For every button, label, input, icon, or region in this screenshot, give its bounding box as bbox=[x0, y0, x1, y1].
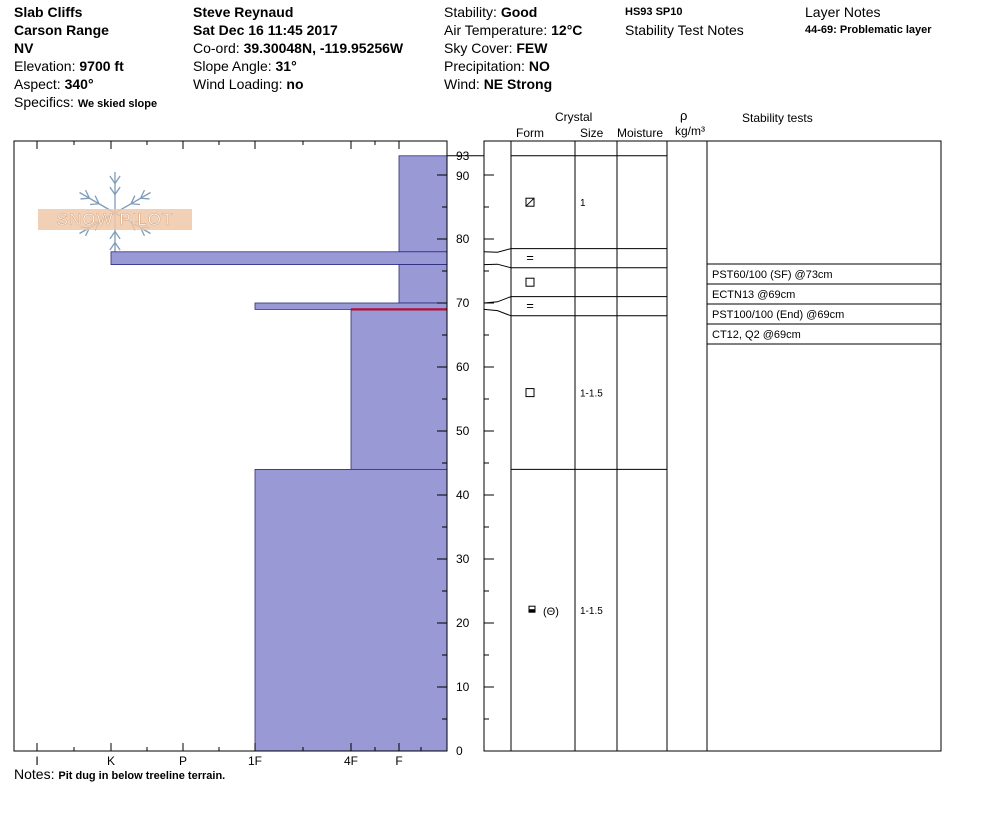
faceted-crystal-icon bbox=[526, 389, 534, 397]
hardness-bar-0 bbox=[399, 156, 447, 252]
layer-size: 1-1.5 bbox=[580, 606, 603, 618]
layer-connector bbox=[484, 264, 511, 268]
snowflake-branch bbox=[110, 176, 115, 183]
site-name: Slab Cliffs bbox=[14, 4, 83, 20]
specifics: Specifics: We skied slope bbox=[14, 94, 158, 110]
observer-name: Steve Reynaud bbox=[193, 4, 294, 20]
stability-test-text: CT12, Q2 @69cm bbox=[712, 329, 801, 341]
layer-size: 1 bbox=[580, 198, 586, 210]
observation-datetime: Sat Dec 16 11:45 2017 bbox=[193, 22, 338, 38]
notes: Notes: Pit dug in below treeline terrain. bbox=[14, 766, 226, 782]
layer-form-equals: = bbox=[526, 250, 534, 266]
stability-test-notes-title: Stability Test Notes bbox=[625, 22, 744, 38]
stability-test-text: ECTN13 @69cm bbox=[712, 289, 796, 301]
snowflake-branch bbox=[110, 231, 115, 238]
snowflake-branch bbox=[80, 198, 89, 199]
hardness-label: P bbox=[178, 754, 188, 768]
form-header: Form bbox=[516, 126, 544, 140]
snowflake-branch bbox=[115, 231, 120, 238]
hardness-layers bbox=[111, 156, 447, 751]
layer-connector bbox=[484, 297, 511, 303]
hardness-label: I bbox=[35, 754, 39, 768]
snowflake-branch bbox=[110, 187, 115, 194]
hs-sp-summary: HS93 SP10 bbox=[625, 6, 683, 18]
hardness-label: 1F bbox=[247, 754, 263, 768]
layer-form-equals: = bbox=[526, 298, 534, 314]
hardness-label: 4F bbox=[343, 754, 359, 768]
depth-hoar-fill bbox=[529, 609, 535, 612]
snowflake-branch bbox=[115, 243, 120, 250]
stability-test-text: PST100/100 (End) @69cm bbox=[712, 309, 845, 321]
slope-angle: Slope Angle: 31° bbox=[193, 58, 297, 74]
crystal-frame bbox=[484, 141, 941, 751]
stability-tests-header: Stability tests bbox=[742, 111, 813, 125]
snowflake-branch bbox=[131, 204, 140, 205]
precipitation: Precipitation: NO bbox=[444, 58, 550, 74]
size-header: Size bbox=[580, 126, 604, 140]
hardness-label: K bbox=[106, 754, 116, 768]
hardness-bar-4 bbox=[351, 309, 447, 469]
faceted-crystal-icon bbox=[526, 278, 534, 286]
wind: Wind: NE Strong bbox=[444, 76, 553, 92]
height-label: 0 bbox=[456, 744, 463, 758]
moisture-header: Moisture bbox=[617, 126, 664, 140]
height-label: 60 bbox=[456, 360, 470, 374]
layer-connector bbox=[484, 249, 511, 253]
aspect: Aspect: 340° bbox=[14, 76, 94, 92]
crystal-header: Crystal bbox=[555, 110, 593, 124]
snowflake-branch bbox=[90, 204, 99, 205]
hardness-label: F bbox=[395, 754, 403, 768]
wind-loading: Wind Loading: no bbox=[193, 76, 304, 92]
stability-rating: Stability: Good bbox=[444, 4, 538, 20]
density-symbol: ρ bbox=[680, 108, 688, 123]
height-label: 80 bbox=[456, 232, 470, 246]
snowpilot-logo bbox=[38, 172, 192, 254]
height-label: 20 bbox=[456, 616, 470, 630]
state: NV bbox=[14, 40, 34, 56]
height-label: 93 bbox=[456, 148, 470, 163]
layer-size: 1-1.5 bbox=[580, 388, 603, 400]
sky-cover: Sky Cover: FEW bbox=[444, 40, 548, 56]
layer-notes-title: Layer Notes bbox=[805, 4, 881, 20]
hardness-bar-5 bbox=[255, 469, 447, 751]
mountain-range: Carson Range bbox=[14, 22, 109, 38]
snowflake-branch bbox=[115, 176, 120, 183]
height-label: 70 bbox=[456, 296, 470, 310]
height-label: 40 bbox=[456, 488, 470, 502]
height-label: 90 bbox=[456, 169, 470, 183]
hardness-bar-2 bbox=[399, 265, 447, 303]
snowflake-branch bbox=[115, 187, 120, 194]
elevation: Elevation: 9700 ft bbox=[14, 58, 124, 74]
stability-test-boxes bbox=[707, 264, 941, 344]
height-label: 30 bbox=[456, 552, 470, 566]
snowflake-branch bbox=[141, 198, 150, 199]
hardness-bar-1 bbox=[111, 252, 447, 265]
snowflake-branch bbox=[110, 243, 115, 250]
chart-frames bbox=[14, 141, 941, 751]
decomposing-fragments-slash bbox=[526, 198, 534, 206]
density-unit: kg/m³ bbox=[675, 124, 705, 138]
layer-note: 44-69: Problematic layer bbox=[805, 24, 932, 36]
logo-text: SNOW PILOT bbox=[56, 210, 174, 229]
stability-test-text: PST60/100 (SF) @73cm bbox=[712, 269, 833, 281]
height-label: 10 bbox=[456, 680, 470, 694]
air-temperature: Air Temperature: 12°C bbox=[444, 22, 583, 38]
secondary-form-rounding: (Θ) bbox=[543, 606, 559, 619]
layer-connector bbox=[484, 309, 511, 315]
coordinates: Co-ord: 39.30048N, -119.95256W bbox=[193, 40, 404, 56]
height-label: 50 bbox=[456, 424, 470, 438]
